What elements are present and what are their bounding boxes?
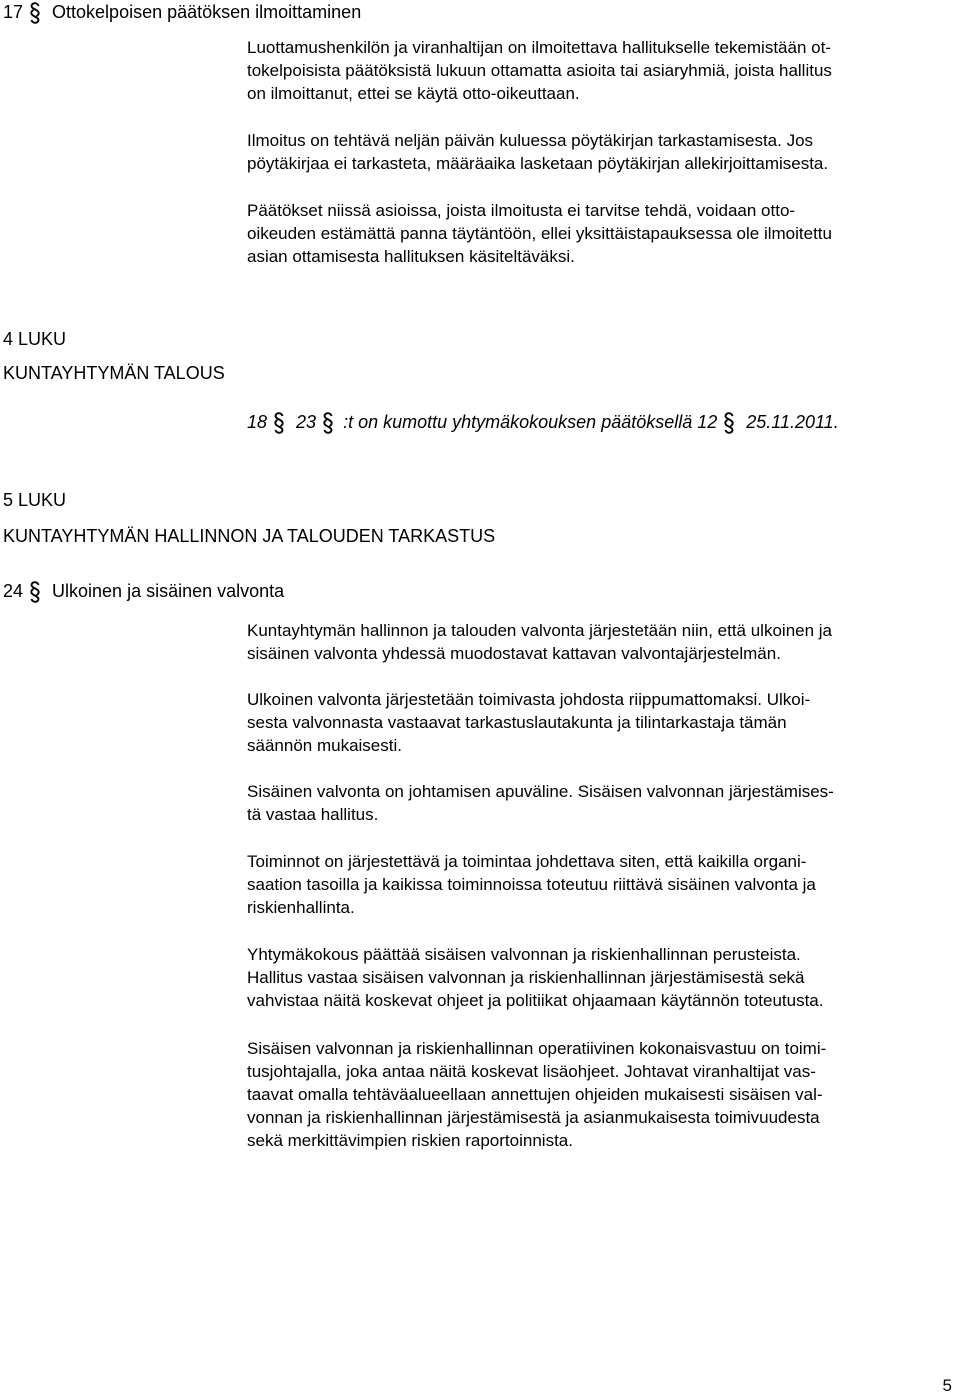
text-line: Ulkoinen valvonta järjestetään toimivasta johdosta riippumattomaksi. Ulkoi- (247, 690, 811, 709)
paragraph (247, 850, 957, 919)
text-line: Päätökset niissä asioissa, joista ilmoitusta ei tarvitse tehdä, voidaan otto- (247, 201, 796, 220)
text-line: pöytäkirjaa ei tarkasteta, määräaika lasketaan pöytäkirjan allekirjoittamisesta. (247, 154, 829, 173)
paragraph (247, 943, 957, 1012)
text-line: riskienhallinta. (247, 898, 355, 917)
text-line: tusjohtajalla, joka antaa näitä koskevat lisäohjeet. Johtavat viranhaltijat vas- (247, 1062, 816, 1081)
paragraph (247, 36, 957, 105)
paragraph (247, 129, 957, 175)
paragraph (247, 199, 957, 268)
chapter-5-title: KUNTAYHTYMÄN HALLINNON JA TALOUDEN TARKASTUS (3, 526, 496, 546)
section-sign-icon (28, 580, 48, 602)
text-line: Sisäinen valvonta on johtamisen apuväline. Sisäisen valvonnan järjestämises- (247, 782, 834, 801)
text-line: säännön mukaisesti. (247, 736, 402, 755)
text-line: asian ottamisesta hallituksen käsiteltäväksi. (247, 247, 575, 266)
chapter-5-label: 5 LUKU (3, 490, 67, 510)
text-line: Sisäisen valvonnan ja riskienhallinnan operatiivinen kokonaisvastuu on toimi- (247, 1039, 827, 1058)
text-line: sekä merkittävimpien riskien raportoinnista. (247, 1131, 573, 1150)
text-line: taavat omalla tehtäväalueellaan annettujen ohjeiden mukaisesti sisäisen val- (247, 1085, 823, 1104)
note-text: 23 (296, 412, 317, 432)
section-24-heading (3, 580, 284, 602)
text-line: Hallitus vastaa sisäisen valvonnan ja riskienhallinnan järjestämisestä sekä (247, 968, 805, 987)
text-line: tä vastaa hallitus. (247, 805, 379, 824)
note-text: :t on kumottu yhtymäkokouksen päätöksellä 12 (343, 412, 718, 432)
text-line: tokelpoisista päätöksistä lukuun ottamatta asioita tai asiaryhmiä, joista hallitus (247, 61, 832, 80)
text-line: oikeuden estämättä panna täytäntöön, ellei yksittäistapauksessa ole ilmoitettu (247, 224, 832, 243)
text-line: on ilmoittanut, ettei se käytä otto-oikeuttaan. (247, 84, 580, 103)
note-text: 18 (247, 412, 268, 432)
text-line: Ilmoitus on tehtävä neljän päivän kuluessa pöytäkirjan tarkastamisesta. Jos (247, 131, 814, 150)
paragraph (247, 1037, 957, 1152)
section-number: 24 (3, 581, 24, 601)
section-17-heading (3, 1, 361, 23)
paragraph (247, 619, 957, 665)
text-line: vonnan ja riskienhallinnan järjestämisestä ja asianmukaisesta toimivuudesta (247, 1108, 820, 1127)
paragraph (247, 688, 957, 757)
text-line: vahvistaa näitä koskevat ohjeet ja politiikat ohjaamaan käytännön toteutusta. (247, 991, 824, 1010)
chapter-4-title: KUNTAYHTYMÄN TALOUS (3, 363, 225, 383)
repealed-note (247, 411, 839, 433)
text-line: sisäinen valvonta yhdessä muodostavat kattavan valvontajärjestelmän. (247, 644, 781, 663)
section-title: Ulkoinen ja sisäinen valvonta (52, 581, 285, 601)
page-number: 5 (942, 1376, 952, 1395)
paragraph (247, 780, 957, 826)
text-line: Kuntayhtymän hallinnon ja talouden valvonta järjestetään niin, että ulkoinen ja (247, 621, 833, 640)
section-sign-icon (272, 411, 292, 433)
text-line: Yhtymäkokous päättää sisäisen valvonnan ja riskienhallinnan perusteista. (247, 945, 801, 964)
section-sign-icon (321, 411, 341, 433)
text-line: Toiminnot on järjestettävä ja toimintaa johdettava siten, että kaikilla organi- (247, 852, 807, 871)
section-sign-icon (28, 1, 48, 23)
text-line: Luottamushenkilön ja viranhaltijan on ilmoitettava hallitukselle tekemistään ot- (247, 38, 831, 57)
note-date: 25.11.2011. (746, 412, 839, 432)
chapter-4-label: 4 LUKU (3, 329, 67, 349)
section-number: 17 (3, 2, 24, 22)
section-title: Ottokelpoisen päätöksen ilmoittaminen (52, 2, 362, 22)
text-line: saation tasoilla ja kaikissa toiminnoissa toteutuu riittävä sisäinen valvonta ja (247, 875, 816, 894)
text-line: sesta valvonnasta vastaavat tarkastuslautakunta ja tilintarkastaja tämän (247, 713, 787, 732)
section-sign-icon (722, 411, 742, 433)
